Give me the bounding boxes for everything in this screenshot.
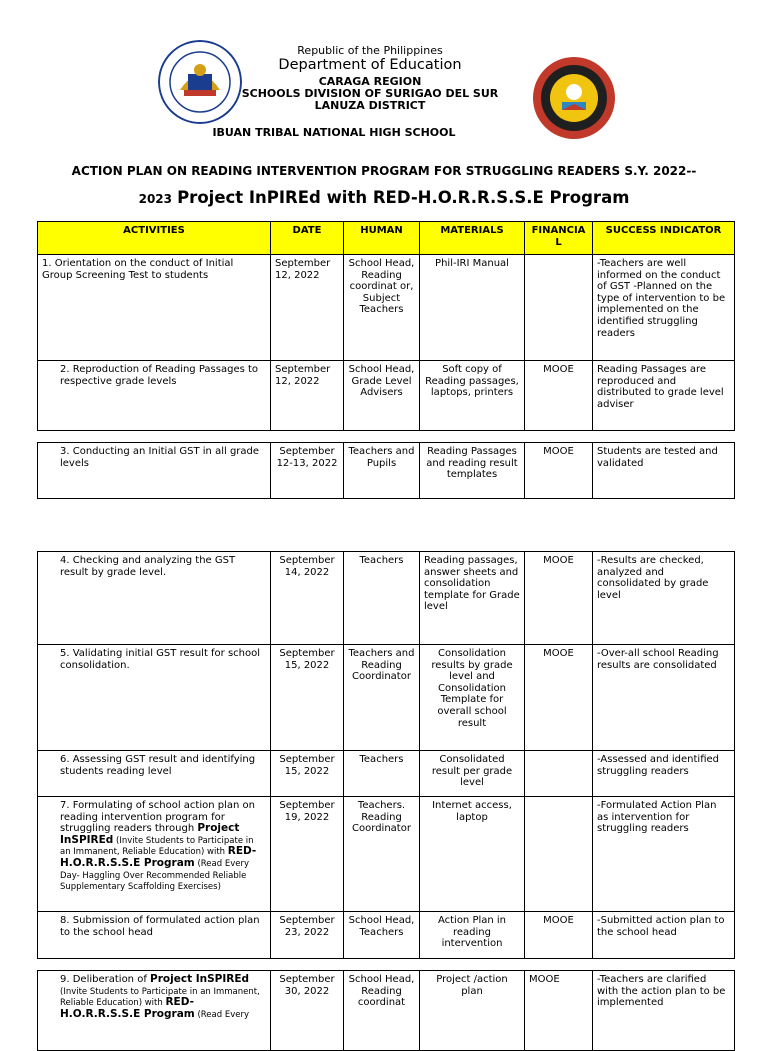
program-name-inline: RED-H.O.R.R.S.S.E Program [60,845,257,869]
date-cell: September 15, 2022 [271,645,344,751]
table-row [38,971,735,1051]
date-cell: September 12, 2022 [271,361,344,431]
date-cell: September 19, 2022 [271,797,344,912]
materials-cell: Project /action plan [420,971,525,1051]
activity-cell: 8. Submission of formulated action plan to the school head [38,912,271,959]
materials-cell: Phil-IRI Manual [420,255,525,361]
year-label: 2023 [138,192,172,206]
indicator-cell: -Over-all school Reading results are consolidated [593,645,735,751]
financial-cell: MOOE [525,552,593,645]
materials-cell: Reading Passages and reading result templates [420,443,525,499]
human-cell: Teachers. Reading Coordinator [344,797,420,912]
plan-title: ACTION PLAN ON READING INTERVENTION PROGRAM FOR STRUGGLING READERS S.Y. 2022-- [71,164,697,178]
indicator-cell: -Teachers are clarified with the action plan to be implemented [593,971,735,1051]
indicator-cell: -Formulated Action Plan as intervention for struggling readers [593,797,735,912]
activity-cell: 6. Assessing GST result and identifying students reading level [38,751,271,797]
table-row [38,361,735,431]
financial-cell [525,751,593,797]
activity-text: 9. Deliberation of [60,974,151,985]
materials-cell: Internet access, laptop [420,797,525,912]
date-cell: September 23, 2022 [271,912,344,959]
indicator-cell: -Teachers are well informed on the conduct of GST -Planned on the type of intervention to be implemented on the identified struggling readers [593,255,735,361]
financial-cell: MOOE [525,912,593,959]
date-cell: September 12-13, 2022 [271,443,344,499]
action-plan-table-part-1 [37,221,735,431]
col-header-materials: MATERIALS [420,222,525,255]
region-line: CARAGA REGION [318,75,422,88]
activity-cell: 1. Orientation on the conduct of Initial Group Screening Test to students [38,255,271,361]
materials-cell: Action Plan in reading intervention [420,912,525,959]
project-name: Project InPIREd with RED-H.O.R.R.S.S.E Program [177,188,630,207]
materials-cell: Soft copy of Reading passages, laptops, printers [420,361,525,431]
project-name-inline: Project InSPIREd [60,822,240,846]
financial-cell [525,797,593,912]
human-cell: Teachers and Reading Coordinator [344,645,420,751]
table-row [38,255,735,361]
action-plan-table-part-4 [37,970,735,1051]
department-line: Department of Education [278,57,462,73]
human-cell: School Head, Reading coordinat or, Subject Teachers [344,255,420,361]
activity-cell: 4. Checking and analyzing the GST result by grade level. [38,552,271,645]
date-cell: September 30, 2022 [271,971,344,1051]
date-cell: September 14, 2022 [271,552,344,645]
activity-cell: 5. Validating initial GST result for school consolidation. [38,645,271,751]
materials-cell: Reading passages, answer sheets and consolidation template for Grade level [420,552,525,645]
program-name-inline: RED-H.O.R.R.S.S.E Program [60,996,195,1020]
human-cell: School Head, Teachers [344,912,420,959]
col-header-success-indicator: SUCCESS INDICATOR [593,222,735,255]
indicator-cell: -Results are checked, analyzed and consolidated by grade level [593,552,735,645]
table-header-row [38,222,735,255]
financial-cell: MOOE [525,971,593,1051]
acronym-expansion: (Invite Students to Participate in an Immanent, Reliable Education) with [60,835,254,858]
human-cell: School Head, Grade Level Advisers [344,361,420,431]
table-row [38,552,735,645]
activity-cell [38,797,271,912]
table-row [38,751,735,797]
indicator-cell: -Assessed and identified struggling readers [593,751,735,797]
activity-cell: 2. Reproduction of Reading Passages to respective grade levels [38,361,271,431]
financial-cell [525,255,593,361]
financial-cell: MOOE [525,645,593,751]
human-cell: Teachers and Pupils [344,443,420,499]
date-cell: September 15, 2022 [271,751,344,797]
acronym-expansion: (Invite Students to Participate in an Immanent, Reliable Education) with [60,986,260,1009]
division-line: SCHOOLS DIVISION OF SURIGAO DEL SUR [241,87,499,100]
materials-cell: Consolidated result per grade level [420,751,525,797]
financial-cell: MOOE [525,361,593,431]
human-cell: Teachers [344,751,420,797]
col-header-human: HUMAN [344,222,420,255]
project-name-inline: Project InSPIREd [150,973,250,985]
materials-cell: Consolidation results by grade level and Consolidation Template for overall school result [420,645,525,751]
project-title [0,188,768,207]
indicator-cell: Reading Passages are reproduced and distributed to grade level adviser [593,361,735,431]
action-plan-table-part-3 [37,551,735,959]
table-row [38,645,735,751]
activity-cell [38,971,271,1051]
indicator-cell: Students are tested and validated [593,443,735,499]
activity-cell: 3. Conducting an Initial GST in all grade levels [38,443,271,499]
school-name: IBUAN TRIBAL NATIONAL HIGH SCHOOL [212,126,456,139]
col-header-financial: FINANCIA L [525,222,593,255]
financial-cell: MOOE [525,443,593,499]
acronym-expansion-2: (Read Every Day- Haggling Over Recommended Reliable Supplementary Scaffolding Exercises) [60,858,249,893]
indicator-cell: -Submitted action plan to the school head [593,912,735,959]
table-row [38,797,735,912]
republic-line: Republic of the Philippines [297,44,443,57]
col-header-activities: ACTIVITIES [38,222,271,255]
acronym-expansion-2: (Read Every [194,1009,249,1020]
table-row [38,912,735,959]
human-cell: Teachers [344,552,420,645]
table-row [38,443,735,499]
human-cell: School Head, Reading coordinat [344,971,420,1051]
action-plan-table-part-2 [37,442,735,499]
activity-text: 7. Formulating of school action plan on reading intervention program for struggling readers through [60,800,255,835]
col-header-date: DATE [271,222,344,255]
district-line: LANUZA DISTRICT [314,99,426,112]
date-cell: September 12, 2022 [271,255,344,361]
